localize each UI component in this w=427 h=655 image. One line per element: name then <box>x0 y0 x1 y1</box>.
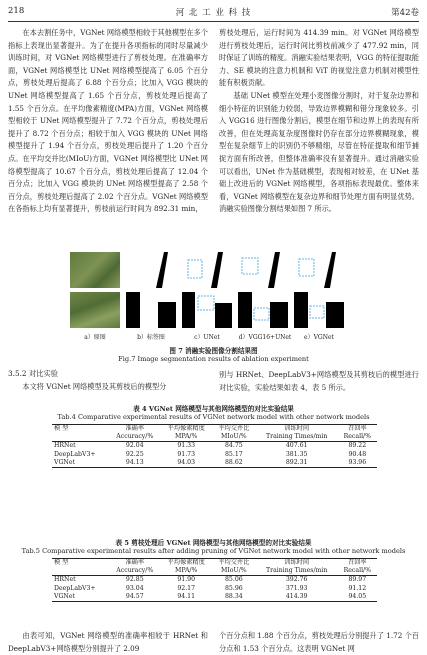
unet-result-2 <box>182 292 232 328</box>
table-cell: 92.85 <box>125 576 144 584</box>
journal-title: 河 北 工 业 科 技 <box>175 8 252 18</box>
table-cell: 94.13 <box>109 459 160 468</box>
right-paragraph-1: 剪枝处理后，运行时间为 414.39 min。对 VGNet 网络模型进行剪枝处理后，运行时间比剪枝前减少了 477.92 min，同时保证了训练的精度。消融实验结果表明，VGG 的特征提取能力、SE 模块的注意力机制和 ViT 的视觉注意力机制对模型性能有积极贡献。 <box>219 28 419 88</box>
figure-7 <box>70 252 350 357</box>
section-right-text <box>219 369 419 394</box>
table-cell: 92.17 <box>177 584 196 592</box>
table-cell: 88.62 <box>212 459 256 468</box>
table-row <box>52 593 377 602</box>
table5-header-mpa: 平均像素精度 <box>160 559 212 568</box>
table-cell: VGNet <box>52 593 109 602</box>
section-right-paragraph: 别与 HRNet、DeepLabV3+网络模型及其剪枝后的模型进行对比实验，实验结果如表 4、表 5 所示。 <box>219 370 419 392</box>
sublabel-vgnet: e）VGNet <box>304 334 334 341</box>
table-cell: 91.73 <box>177 450 196 458</box>
table4-header-accuracy-en: Accuracy/% <box>109 433 160 442</box>
table-cell: 88.34 <box>212 593 256 602</box>
table5-header-miou-en: MIoU/% <box>212 567 256 576</box>
table-cell: 414.39 <box>256 593 338 602</box>
table-cell: 91.90 <box>177 576 196 584</box>
page-number: 218 <box>8 6 25 16</box>
table-cell: VGNet <box>52 459 109 468</box>
table4-header-accuracy: 准确率 <box>109 425 160 434</box>
section-left-text <box>8 381 208 394</box>
table4-header-row-1 <box>52 425 377 434</box>
table-cell: 892.31 <box>256 459 338 468</box>
table-cell: DeepLabV3+ <box>54 450 96 458</box>
table-cell: 89.97 <box>348 576 367 584</box>
right-column <box>219 27 419 216</box>
table-cell: 392.76 <box>285 576 308 584</box>
table5-header-model: 模 型 <box>52 559 109 568</box>
table4-header-recall-en: Recall/% <box>338 433 377 442</box>
figure-caption-en: Fig.7 Image segmentation results of ablation experiment <box>118 355 309 363</box>
left-paragraph: 在本去割任务中，VGNet 网络模型相较于其他模型在多个指标上表现出显著提升。为了在提升各项指标的同时尽量减少训练时间，对 VGNet 网络模型进行了剪枝处理。在准确率方面，VGNet 网络模型比 UNet 网络模型提高了 6.05 个百分点，剪枝处理后提高了 6.88 个百分点；比加入 VGG 模块的 UNet 网络模型提高了 1.65 个百分点，剪枝处理后提高了 1.55 个百分点。在平均像素精度(MPA)方面，VGNet 网络模型相较于 UNet 网络模型提升了 7.72 个百分点，剪枝处理后提升了 8.72 个百分点；相较于加入 VGG 模块的 UNet 网络模型提升了 1.94 个百分点，剪枝处理后提升了 1.20 个百分点。在平均交并比(MIoU)方面，VGNet 网络模型比 UNet 网络模型提高了 10.67 个百分点，剪枝处理后提高了 12.04 个百分点；比加入 VGG 模块的 UNet 网络模型提高了 2.58 个百分点，剪枝处理后提高了 2.02 个百分点。VGNet 网络模型在各指标上均有显著提升，剪枝前运行时间为 892.31 min， <box>8 28 208 214</box>
table-cell: 94.03 <box>160 459 212 468</box>
table-cell: 85.96 <box>224 584 243 592</box>
table-cell: 85.06 <box>224 576 243 584</box>
table4-header-model-en <box>52 433 109 442</box>
table-cell: 91.12 <box>348 584 367 592</box>
table4-caption-en: Tab.4 Comparative experimental results of VGNet network model with other network models <box>57 413 370 421</box>
table-cell: 85.17 <box>224 450 243 458</box>
table-cell: 93.96 <box>338 459 377 468</box>
table4-header-model: 模 型 <box>52 425 109 434</box>
running-header <box>8 6 419 20</box>
table-row <box>52 585 377 593</box>
table-cell: HRNet <box>54 576 76 584</box>
table4-header-time: 训练时间 <box>256 425 338 434</box>
label-image-2 <box>126 292 176 328</box>
vgnet-result-2 <box>294 292 344 328</box>
table-row <box>52 442 377 451</box>
table-cell: 84.75 <box>224 442 243 450</box>
table-cell: 381.35 <box>285 450 308 458</box>
table-cell: 94.57 <box>109 593 160 602</box>
table5-header-time: 训练时间 <box>256 559 338 568</box>
table5-caption-cn: 表 5 剪枝处理后 VGNet 网络模型与其他网络模型的对比实验结果 <box>115 539 312 547</box>
table-cell: 94.05 <box>338 593 377 602</box>
vgg16-unet-result-1 <box>238 252 288 288</box>
table-cell: DeepLabV3+ <box>54 584 96 592</box>
sublabel-original: a）原图 <box>84 334 106 341</box>
table5-header-accuracy: 准确率 <box>109 559 160 568</box>
table-cell: 407.61 <box>285 442 308 450</box>
table4-header-row-2 <box>52 433 377 442</box>
table4-header-time-en: Training Times/min <box>256 433 338 442</box>
table4-header-recall: 召回率 <box>338 425 377 434</box>
table4-header-miou-en: MIoU/% <box>212 433 256 442</box>
table5-header-row-1 <box>52 559 377 568</box>
table-cell: 371.93 <box>285 584 308 592</box>
table-cell: 94.11 <box>160 593 212 602</box>
table5-header-model-en <box>52 567 109 576</box>
sublabel-label: b）标签图 <box>137 334 165 341</box>
original-image-1 <box>70 252 120 288</box>
table-cell: 90.48 <box>348 450 367 458</box>
table5-header-miou: 平均交并比 <box>212 559 256 568</box>
table4-header-mpa: 平均像素精度 <box>160 425 212 434</box>
table5-header-mpa-en: MPA/% <box>160 567 212 576</box>
table-row <box>52 451 377 459</box>
volume-label: 第42卷 <box>391 8 419 18</box>
section-heading: 3.5.2 对比实验 <box>8 369 59 378</box>
left-column <box>8 27 208 216</box>
table5-header-recall: 召回率 <box>338 559 377 568</box>
table4-header-miou: 平均交并比 <box>212 425 256 434</box>
right-paragraph-2: 基础 UNet 模型在处理小麦图像分割时，对于复杂边界和细小特征的识别能力较弱，导致边界模糊和错分现象较多。引入 VGG16 进行图像分割后，模型在细节和边界上的表现有所改善，但在处理高复杂度图像时仍存在部分边界模糊现象，模型在复杂细节上的识别仍不够精细，尽管在特征提取和细节捕捉方面有所改善，但整体准确率没有显著提升。通过消融实验可以看出，UNet 作为基础模型，表现相对较差，在 UNet 基础上改进后的 VGNet 网络模型，各项指标表现最优。整体来看，VGNet 网络模型在复杂边界和细节处理方面有明显优势。消融实验图像分割结果如图 7 所示。 <box>219 90 419 214</box>
bottom-right-text <box>219 630 419 655</box>
unet-result-1 <box>182 252 232 288</box>
label-image-1 <box>126 252 176 288</box>
table-row <box>52 459 377 468</box>
vgnet-result-1 <box>294 252 344 288</box>
table4-header-mpa-en: MPA/% <box>160 433 212 442</box>
table-cell: HRNet <box>54 442 76 450</box>
table5-header-recall-en: Recall/% <box>338 567 377 576</box>
vgg16-unet-result-2 <box>238 292 288 328</box>
table-5 <box>52 558 377 602</box>
original-image-2 <box>70 292 120 328</box>
table-cell: 93.04 <box>125 584 144 592</box>
table-row <box>52 576 377 585</box>
table5-header-accuracy-en: Accuracy/% <box>109 567 160 576</box>
figure-caption-cn: 图 7 消融实验图像分割结果图 <box>169 347 258 355</box>
table5-header-row-2 <box>52 567 377 576</box>
sublabel-vgg16-unet: d）VGG16+UNet <box>238 334 292 341</box>
table-cell: 89.22 <box>348 442 367 450</box>
header-rule <box>8 21 419 22</box>
bottom-left-paragraph: 由表可知，VGNet 网络模型的准确率相较于 HRNet 和 DeepLabV3+网络模型分别提升了 2.09 <box>8 631 208 653</box>
sublabel-unet: c）UNet <box>194 334 220 341</box>
bottom-left-text <box>8 630 208 655</box>
table4-caption-cn: 表 4 VGNet 网络模型与其他网络模型的对比实验结果 <box>133 405 294 413</box>
table-cell: 92.25 <box>125 450 144 458</box>
table5-header-time-en: Training Times/min <box>256 567 338 576</box>
table-4 <box>52 424 377 468</box>
table5-caption-en: Tab.5 Comparative experimental results after adding pruning of VGNet network model with other network models <box>21 547 406 555</box>
bottom-right-paragraph: 个百分点和 1.88 个百分点，剪枝处理后分别提升了 1.72 个百分点和 1.53 个百分点。这表明 VGNet 网 <box>219 631 419 653</box>
table-cell: 91.33 <box>177 442 196 450</box>
table-cell: 92.04 <box>125 442 144 450</box>
section-left-paragraph: 本文将 VGNet 网络模型及其剪枝后的模型分 <box>22 382 167 391</box>
